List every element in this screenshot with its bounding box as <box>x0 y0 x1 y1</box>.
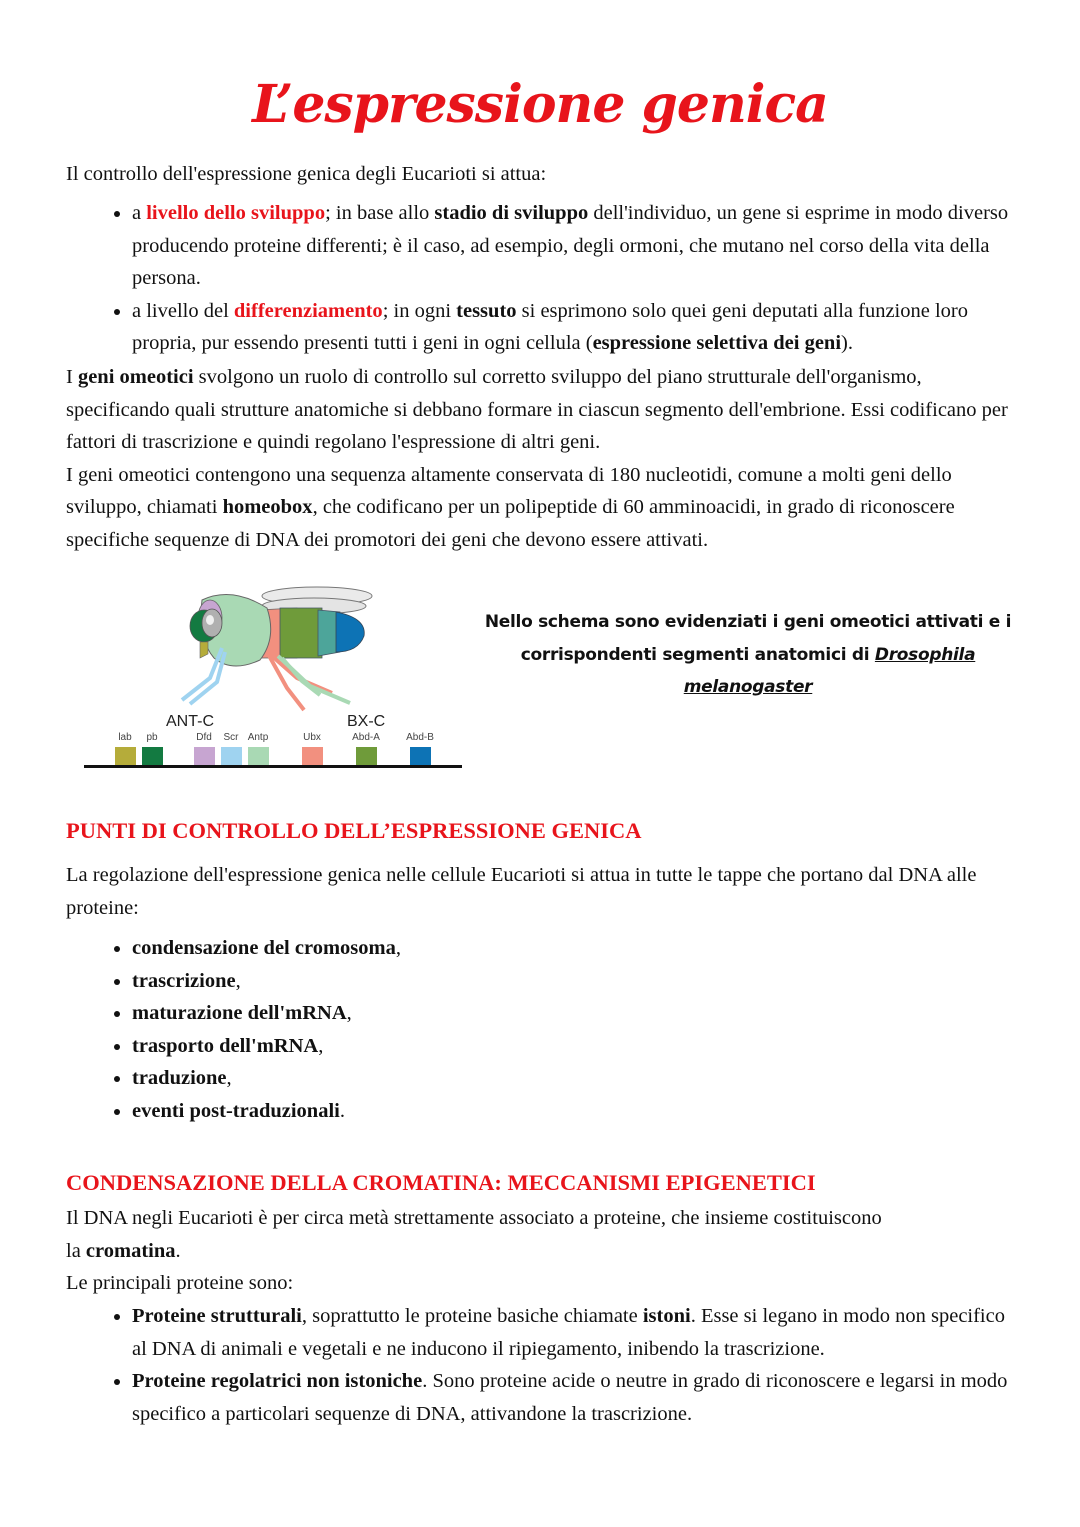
highlight-term: differenziamento <box>233 299 383 322</box>
list-item: • eventi post-traduzionali. <box>132 1095 1022 1128</box>
gene-box <box>410 747 431 765</box>
bold-term: espressione selettiva dei geni <box>592 332 842 355</box>
highlight-term: livello dello sviluppo <box>146 202 326 224</box>
bold-term: geni omeotici <box>77 366 194 388</box>
proteins-list <box>100 1300 1022 1430</box>
svg-text:BX-C: BX-C <box>347 713 386 730</box>
gene-box <box>356 747 377 765</box>
bold-term: cromatina <box>85 1239 176 1262</box>
gene-label: Antp <box>247 732 269 743</box>
gene-label: Dfd <box>196 732 212 743</box>
list-item: • traduzione, <box>132 1062 1022 1095</box>
bold-term: homeobox <box>222 496 313 519</box>
gene-box <box>302 747 323 765</box>
bold-term: tessuto <box>456 299 517 322</box>
list-item: • trascrizione, <box>132 965 1022 998</box>
gene-label: Scr <box>223 732 239 743</box>
section2-paragraph: Il DNA negli Eucarioti è per circa metà strettamente associato a proteine, che insieme costituiscono la cromatina. Le principali proteine sono: <box>66 1207 882 1295</box>
section1-lead: La regolazione dell'espressione genica nelle cellule Eucarioti si attua in tutte le tappe che portano dal DNA alle proteine: <box>66 864 977 919</box>
paragraph-geni-omeotici: I geni omeotici svolgono un ruolo di controllo sul corretto sviluppo del piano strutturale dell'organismo, specificando quali strutture anatomiche si debbano formare in ciascun segmento dell'embrione. Essi codificano per fattori di trascrizione e quindi regolano l'espressione di altri geni. I geni omeotici contengono una sequenza altamente conservata di 180 nucleotidi, comune a molti geni dello sviluppo, chiamati homeobox, che codificano per un polipeptide di 60 amminoacidi, in grado di riconoscere specifiche sequenze di DNA dei promotori dei geni che devono essere attivati. <box>66 366 1008 551</box>
gene-row <box>82 578 462 773</box>
drosophila-hox-figure <box>82 578 462 773</box>
section-heading-punti-di-controllo: PUNTI DI CONTROLLO DELL’ESPRESSIONE GENICA <box>66 818 642 843</box>
gene-box <box>194 747 215 765</box>
list-item: • Proteine strutturali, soprattutto le proteine basiche chiamate istoni. Esse si legano in modo non specifico al DNA di animali e vegetali e ne inducono il ripiegamento, inibendo la trascrizione. <box>132 1300 1022 1365</box>
section-heading-condensazione-cromatina: CONDENSAZIONE DELLA CROMATINA: MECCANISMI EPIGENETICI <box>66 1170 816 1195</box>
gene-label: Abd-B <box>406 732 434 743</box>
intro-lead: Il controllo dell'espressione genica degli Eucarioti si attua: <box>66 163 547 185</box>
intro-bullet-list <box>100 197 1022 360</box>
list-item: • trasporto dell'mRNA, <box>132 1030 1022 1063</box>
list-item: • a livello dello sviluppo; in base allo stadio di sviluppo dell'individuo, un gene si esprime in modo diverso producendo proteine differenti; è il caso, ad esempio, degli ormoni, che mutano nel corso della vita della persona. <box>132 197 1022 295</box>
species-name: Drosophila melanogaster <box>683 644 976 697</box>
gene-box <box>248 747 269 765</box>
gene-box <box>221 747 242 765</box>
control-points-list <box>100 932 1022 1128</box>
list-item: • condensazione del cromosoma, <box>132 932 1022 965</box>
page-title: L’espressione genica <box>252 74 828 135</box>
gene-label: lab <box>118 732 132 743</box>
list-item: • Proteine regolatrici non istoniche. Sono proteine acide o neutre in grado di riconoscere e legarsi in modo specifico a particolari sequenze di DNA, attivandone la trascrizione. <box>132 1365 1022 1430</box>
figure-caption: Nello schema sono evidenziati i geni omeotici attivati e i corrispondenti segmenti anatomici di Drosophila melanogaster <box>484 612 1012 697</box>
list-item: • a livello del differenziamento; in ogni tessuto si esprimono solo quei geni deputati alla funzione loro propria, pur essendo presenti tutti i geni in ogni cellula (espressione selettiva dei geni). <box>132 295 1022 360</box>
gene-box <box>115 747 136 765</box>
bold-term: stadio di sviluppo <box>434 202 589 224</box>
list-item: • maturazione dell'mRNA, <box>132 997 1022 1030</box>
gene-label: Abd-A <box>352 732 380 743</box>
gene-label: pb <box>146 732 158 743</box>
gene-box <box>142 747 163 765</box>
svg-text:ANT-C: ANT-C <box>166 713 214 730</box>
gene-label: Ubx <box>303 732 321 743</box>
